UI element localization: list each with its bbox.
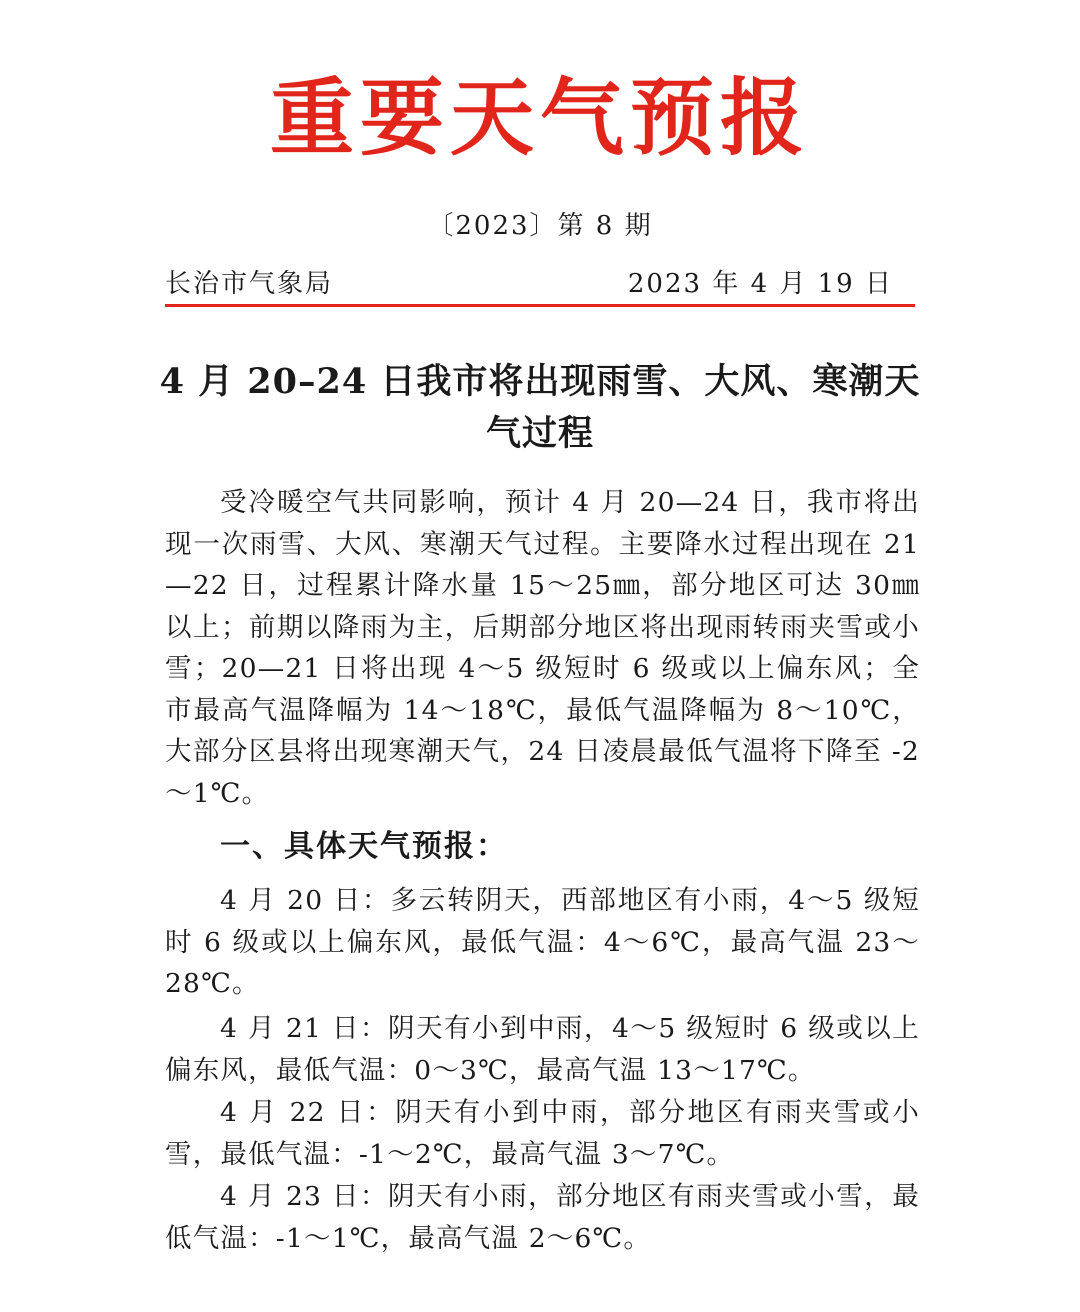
forecast-date: 4 月 20 日： bbox=[220, 885, 391, 916]
daily-forecast-item bbox=[165, 1092, 920, 1175]
headline: 4 月 20–24 日我市将出现雨雪、大风、寒潮天气过程 bbox=[159, 361, 921, 454]
red-divider-line bbox=[165, 304, 915, 307]
forecast-date: 4 月 23 日： bbox=[220, 1181, 389, 1212]
section-heading: 一、具体天气预报： bbox=[220, 829, 508, 864]
daily-forecast-item bbox=[165, 1176, 920, 1259]
issue-date: 2023 年 4 月 19 日 bbox=[627, 269, 893, 299]
issuer-name: 长治市气象局 bbox=[165, 269, 334, 299]
forecast-text: 阴天有小到中雨，部分地区有雨夹雪或小雪，最低气温：-1～2℃，最高气温 3～7℃。 bbox=[165, 1097, 920, 1170]
lead-paragraph: 受冷暖空气共同影响，预计 4 月 20—24 日，我市将出现一次雨雪、大风、寒潮天气过程。主要降水过程出现在 21—22 日，过程累计降水量 15～25㎜，部分地区可达 30㎜以上；前期以降雨为主，后期部分地区将出现雨转雨夹雪或小雪；20—21 日将出现 4～5 级短时 6 级或以上偏东风；全市最高气温降幅为 14～18℃，最低气温降幅为 8～10℃，大部分区县将出现寒潮天气，24 日凌晨最低气温将下降至 -2～1℃。 bbox=[165, 487, 920, 809]
forecast-text: 阴天有小到中雨，4～5 级短时 6 级或以上偏东风，最低气温：0～3℃，最高气温 13～17℃。 bbox=[165, 1013, 920, 1086]
forecast-text: 阴天有小雨，部分地区有雨夹雪或小雪，最低气温：-1～1℃，最高气温 2～6℃。 bbox=[165, 1181, 920, 1254]
forecast-date: 4 月 21 日： bbox=[220, 1013, 388, 1044]
daily-forecast-item bbox=[165, 880, 920, 1005]
issue-number: 〔2023〕第 8 期 bbox=[427, 211, 653, 241]
daily-forecast-item bbox=[165, 1008, 920, 1091]
masthead-title: 重要天气预报 bbox=[269, 68, 810, 167]
issuer-date-row bbox=[165, 264, 915, 304]
forecast-text: 多云转阴天，西部地区有小雨，4～5 级短时 6 级或以上偏东风，最低气温：4～6℃，最高气温 23～28℃。 bbox=[165, 885, 920, 999]
forecast-date: 4 月 22 日： bbox=[220, 1097, 396, 1128]
